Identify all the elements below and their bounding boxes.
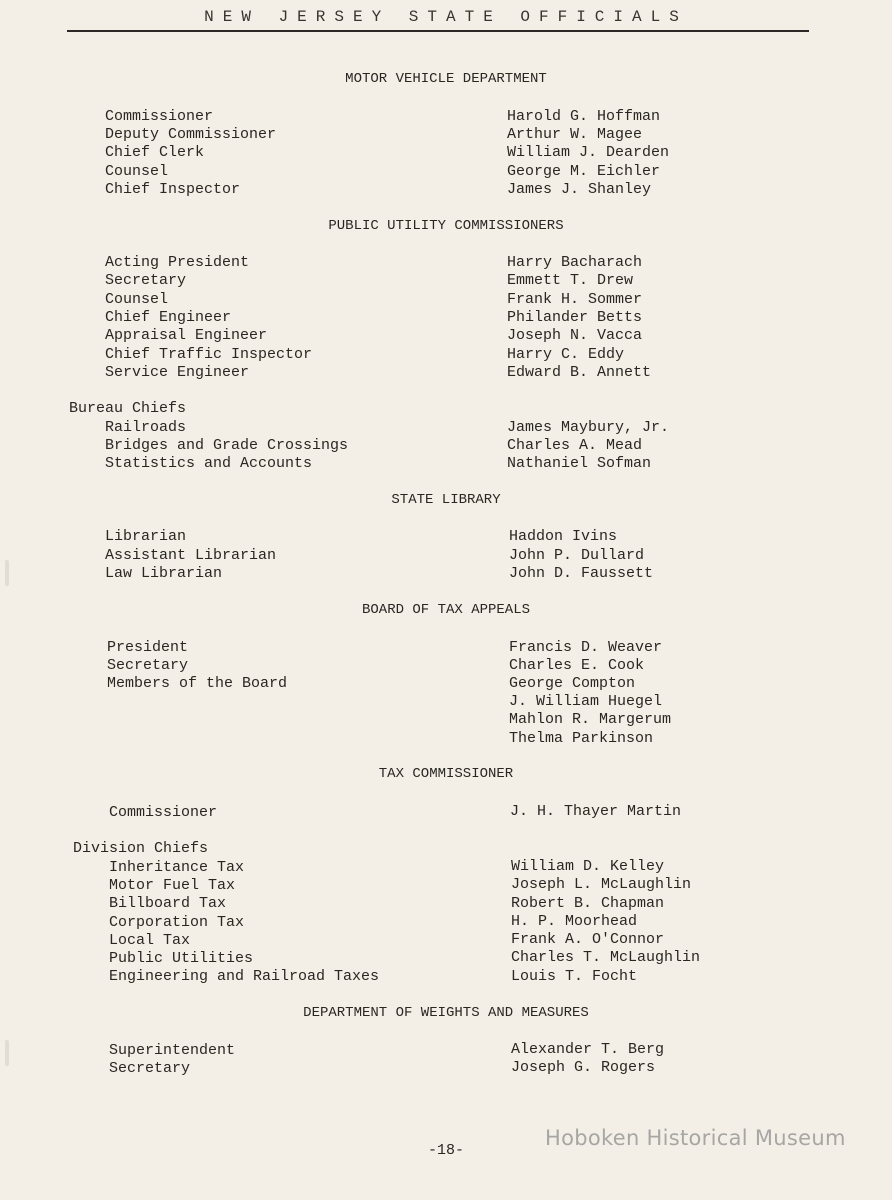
role-label: Assistant Librarian [105, 547, 277, 564]
section-heading-public-utility: PUBLIC UTILITY COMMISSIONERS [328, 218, 564, 234]
official-name: William D. Kelley [511, 858, 665, 875]
official-name: Alexander T. Berg [511, 1041, 665, 1058]
role-label: Acting President [105, 254, 250, 271]
role-label: Bridges and Grade Crossings [105, 437, 349, 454]
official-name: Joseph G. Rogers [511, 1059, 656, 1076]
role-label: Appraisal Engineer [105, 327, 268, 344]
role-label: Railroads [105, 419, 187, 436]
official-name: Robert B. Chapman [511, 895, 665, 912]
role-label: Motor Fuel Tax [109, 877, 236, 894]
subgroup-label-division-chiefs: Division Chiefs [73, 840, 209, 857]
official-name: H. P. Moorhead [511, 913, 638, 930]
official-name: Francis D. Weaver [509, 639, 663, 656]
role-label: Commissioner [105, 108, 214, 125]
subgroup-label-bureau-chiefs: Bureau Chiefs [69, 400, 187, 417]
role-label: Secretary [109, 1060, 191, 1077]
role-label: Statistics and Accounts [105, 455, 313, 472]
official-name: Emmett T. Drew [507, 272, 634, 289]
role-label: Superintendent [109, 1042, 236, 1059]
official-name: William J. Dearden [507, 144, 670, 161]
role-label: Commissioner [109, 804, 218, 821]
official-name: Thelma Parkinson [509, 730, 654, 747]
official-name: Frank H. Sommer [507, 291, 643, 308]
section-heading-motor-vehicle: MOTOR VEHICLE DEPARTMENT [345, 71, 547, 87]
role-label: Chief Traffic Inspector [105, 346, 313, 363]
section-heading-state-library: STATE LIBRARY [391, 492, 501, 508]
role-label: Counsel [105, 163, 169, 180]
official-name: Edward B. Annett [507, 364, 652, 381]
official-name: Louis T. Focht [511, 968, 638, 985]
official-name: John P. Dullard [509, 547, 645, 564]
official-name: Mahlon R. Margerum [509, 711, 672, 728]
official-name: Harold G. Hoffman [507, 108, 661, 125]
punch-hole-mark [5, 560, 9, 586]
role-label: President [107, 639, 189, 656]
role-label: Service Engineer [105, 364, 250, 381]
role-label: Deputy Commissioner [105, 126, 277, 143]
role-label: Law Librarian [105, 565, 223, 582]
official-name: Haddon Ivins [509, 528, 618, 545]
role-label: Librarian [105, 528, 187, 545]
role-label: Billboard Tax [109, 895, 227, 912]
page-header-title: NEW JERSEY STATE OFFICIALS [204, 8, 688, 26]
official-name: Nathaniel Sofman [507, 455, 652, 472]
header-divider [67, 30, 809, 32]
punch-hole-mark [5, 1040, 9, 1066]
official-name: James Maybury, Jr. [507, 419, 670, 436]
role-label: Counsel [105, 291, 169, 308]
official-name: Harry C. Eddy [507, 346, 625, 363]
official-name: Charles E. Cook [509, 657, 645, 674]
section-heading-tax-appeals: BOARD OF TAX APPEALS [361, 602, 531, 618]
role-label: Public Utilities [109, 950, 254, 967]
official-name: Frank A. O'Connor [511, 931, 665, 948]
page-number: -18- [427, 1142, 464, 1159]
section-heading-weights-measures: DEPARTMENT OF WEIGHTS AND MEASURES [303, 1005, 589, 1021]
official-name: Arthur W. Magee [507, 126, 643, 143]
official-name: George M. Eichler [507, 163, 661, 180]
official-name: George Compton [509, 675, 636, 692]
official-name: Charles T. McLaughlin [511, 949, 701, 966]
role-label: Chief Engineer [105, 309, 232, 326]
role-label: Secretary [107, 657, 189, 674]
official-name: Joseph N. Vacca [507, 327, 643, 344]
official-name: J. H. Thayer Martin [510, 803, 682, 820]
role-label: Chief Inspector [105, 181, 241, 198]
role-label: Chief Clerk [105, 144, 205, 161]
role-label: Local Tax [109, 932, 191, 949]
official-name: Charles A. Mead [507, 437, 643, 454]
museum-watermark: Hoboken Historical Museum [545, 1126, 846, 1150]
role-label: Secretary [105, 272, 187, 289]
official-name: John D. Faussett [509, 565, 654, 582]
official-name: James J. Shanley [507, 181, 652, 198]
role-label: Members of the Board [107, 675, 288, 692]
official-name: J. William Huegel [509, 693, 663, 710]
official-name: Joseph L. McLaughlin [511, 876, 692, 893]
official-name: Philander Betts [507, 309, 643, 326]
role-label: Inheritance Tax [109, 859, 245, 876]
official-name: Harry Bacharach [507, 254, 643, 271]
section-heading-tax-commissioner: TAX COMMISSIONER [378, 766, 514, 782]
role-label: Engineering and Railroad Taxes [109, 968, 380, 985]
role-label: Corporation Tax [109, 914, 245, 931]
